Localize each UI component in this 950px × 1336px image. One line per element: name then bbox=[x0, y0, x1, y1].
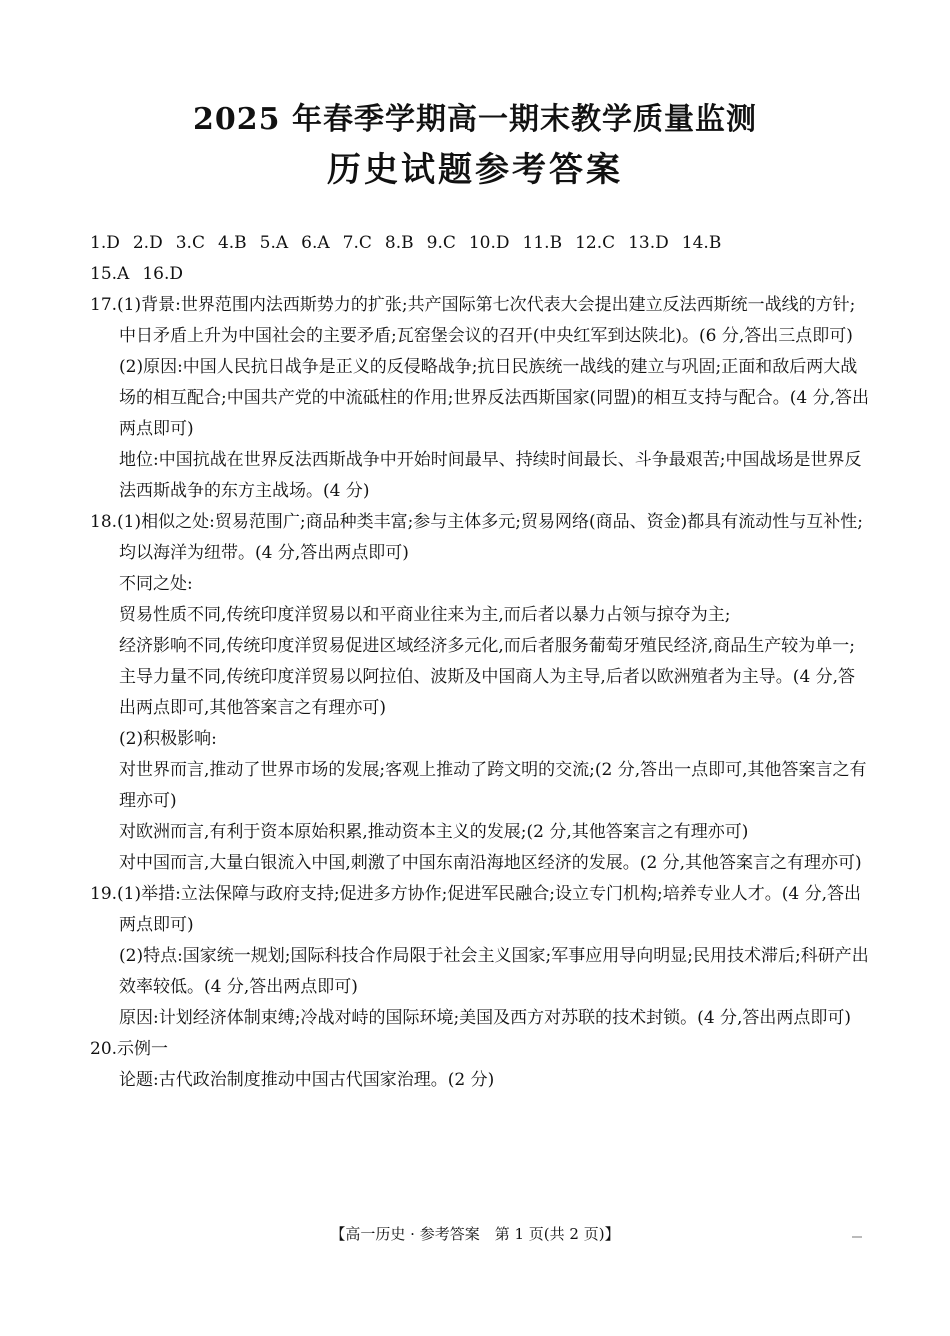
q18-part7: 对世界而言,推动了世界市场的发展;客观上推动了跨文明的交流;(2 分,答出一点即可,其他答案言之有理亦可) bbox=[119, 760, 867, 811]
page-corner-mark bbox=[852, 1236, 862, 1238]
mc-answer: 13.D bbox=[628, 233, 669, 253]
mc-answer: 7.C bbox=[342, 233, 372, 253]
q18-part9: 对中国而言,大量白银流入中国,刺激了中国东南沿海地区经济的发展。(2 分,其他答案言之有理亦可) bbox=[119, 853, 862, 873]
page-subtitle: 历史试题参考答案 bbox=[327, 150, 623, 190]
q17-part2: (2)原因:中国人民抗日战争是正义的反侵略战争;抗日民族统一战线的建立与巩固;正面和敌后两大战场的相互配合;中国共产党的中流砥柱的作用;世界反法西斯国家(同盟)的相互支持与配合。(4 分,答出两点即可) bbox=[119, 357, 869, 439]
q18-part3: 贸易性质不同,传统印度洋贸易以和平商业往来为主,而后者以暴力占领与掠夺为主; bbox=[119, 605, 731, 625]
q20-part1: 20.示例一 bbox=[90, 1039, 169, 1059]
q19-part2: (2)特点:国家统一规划;国际科技合作局限于社会主义国家;军事应用导向明显;民用技术滞后;科研产出效率较低。(4 分,答出两点即可) bbox=[119, 946, 869, 997]
mc-answer: 12.C bbox=[575, 233, 616, 253]
mc-answer: 4.B bbox=[217, 233, 247, 253]
mc-answer: 8.B bbox=[384, 233, 414, 253]
mc-answer: 3.C bbox=[175, 233, 205, 253]
mc-answer: 2.D bbox=[132, 233, 163, 253]
mc-answer: 10.D bbox=[468, 233, 510, 253]
q18-part4: 经济影响不同,传统印度洋贸易促进区域经济多元化,而后者服务葡萄牙殖民经济,商品生产较为单一; bbox=[119, 636, 855, 656]
mc-answers-line-1 bbox=[90, 228, 870, 259]
mc-answer: 16.D bbox=[142, 264, 183, 284]
q18-part8: 对欧洲而言,有利于资本原始积累,推动资本主义的发展;(2 分,其他答案言之有理亦可) bbox=[119, 822, 749, 842]
q18-part2: 不同之处: bbox=[119, 574, 193, 594]
q17-part1: 17.(1)背景:世界范围内法西斯势力的扩张;共产国际第七次代表大会提出建立反法西斯统一战线的方针;中日矛盾上升为中国社会的主要矛盾;瓦窑堡会议的召开(中央红军到达陕北)。(6 分,答出三点即可) bbox=[90, 295, 856, 346]
mc-answer: 9.C bbox=[426, 233, 456, 253]
q18-part1: 18.(1)相似之处:贸易范围广;商品种类丰富;参与主体多元;贸易网络(商品、资金)都具有流动性与互补性;均以海洋为纽带。(4 分,答出两点即可) bbox=[90, 512, 864, 563]
q18-part6: (2)积极影响: bbox=[119, 729, 217, 749]
mc-answer: 1.D bbox=[90, 233, 120, 253]
mc-answer: 5.A bbox=[259, 233, 289, 253]
page-title: 2025 年春季学期高一期末教学质量监测 bbox=[193, 102, 757, 137]
q18-part5: 主导力量不同,传统印度洋贸易以阿拉伯、波斯及中国商人为主导,后者以欧洲殖者为主导。(4 分,答出两点即可,其他答案言之有理亦可) bbox=[119, 667, 856, 718]
mc-answers-line-2 bbox=[90, 259, 870, 290]
mc-answer: 11.B bbox=[522, 233, 563, 253]
answer-body bbox=[90, 228, 870, 1096]
q20-part2: 论题:古代政治制度推动中国古代国家治理。(2 分) bbox=[119, 1070, 495, 1090]
q19-part1: 19.(1)举措:立法保障与政府支持;促进多方协作;促进军民融合;设立专门机构;培养专业人才。(4 分,答出两点即可) bbox=[90, 884, 862, 935]
mc-answer: 15.A bbox=[90, 264, 130, 284]
mc-answer: 6.A bbox=[301, 233, 330, 253]
q17-part3: 地位:中国抗战在世界反法西斯战争中开始时间最早、持续时间最长、斗争最艰苦;中国战场是世界反法西斯战争的东方主战场。(4 分) bbox=[119, 450, 862, 501]
q19-part3: 原因:计划经济体制束缚;冷战对峙的国际环境;美国及西方对苏联的技术封锁。(4 分,答出两点即可) bbox=[119, 1008, 852, 1028]
page-footer: 【高一历史 · 参考答案 第 1 页(共 2 页)】 bbox=[330, 1225, 620, 1243]
mc-answer: 14.B bbox=[681, 233, 722, 253]
